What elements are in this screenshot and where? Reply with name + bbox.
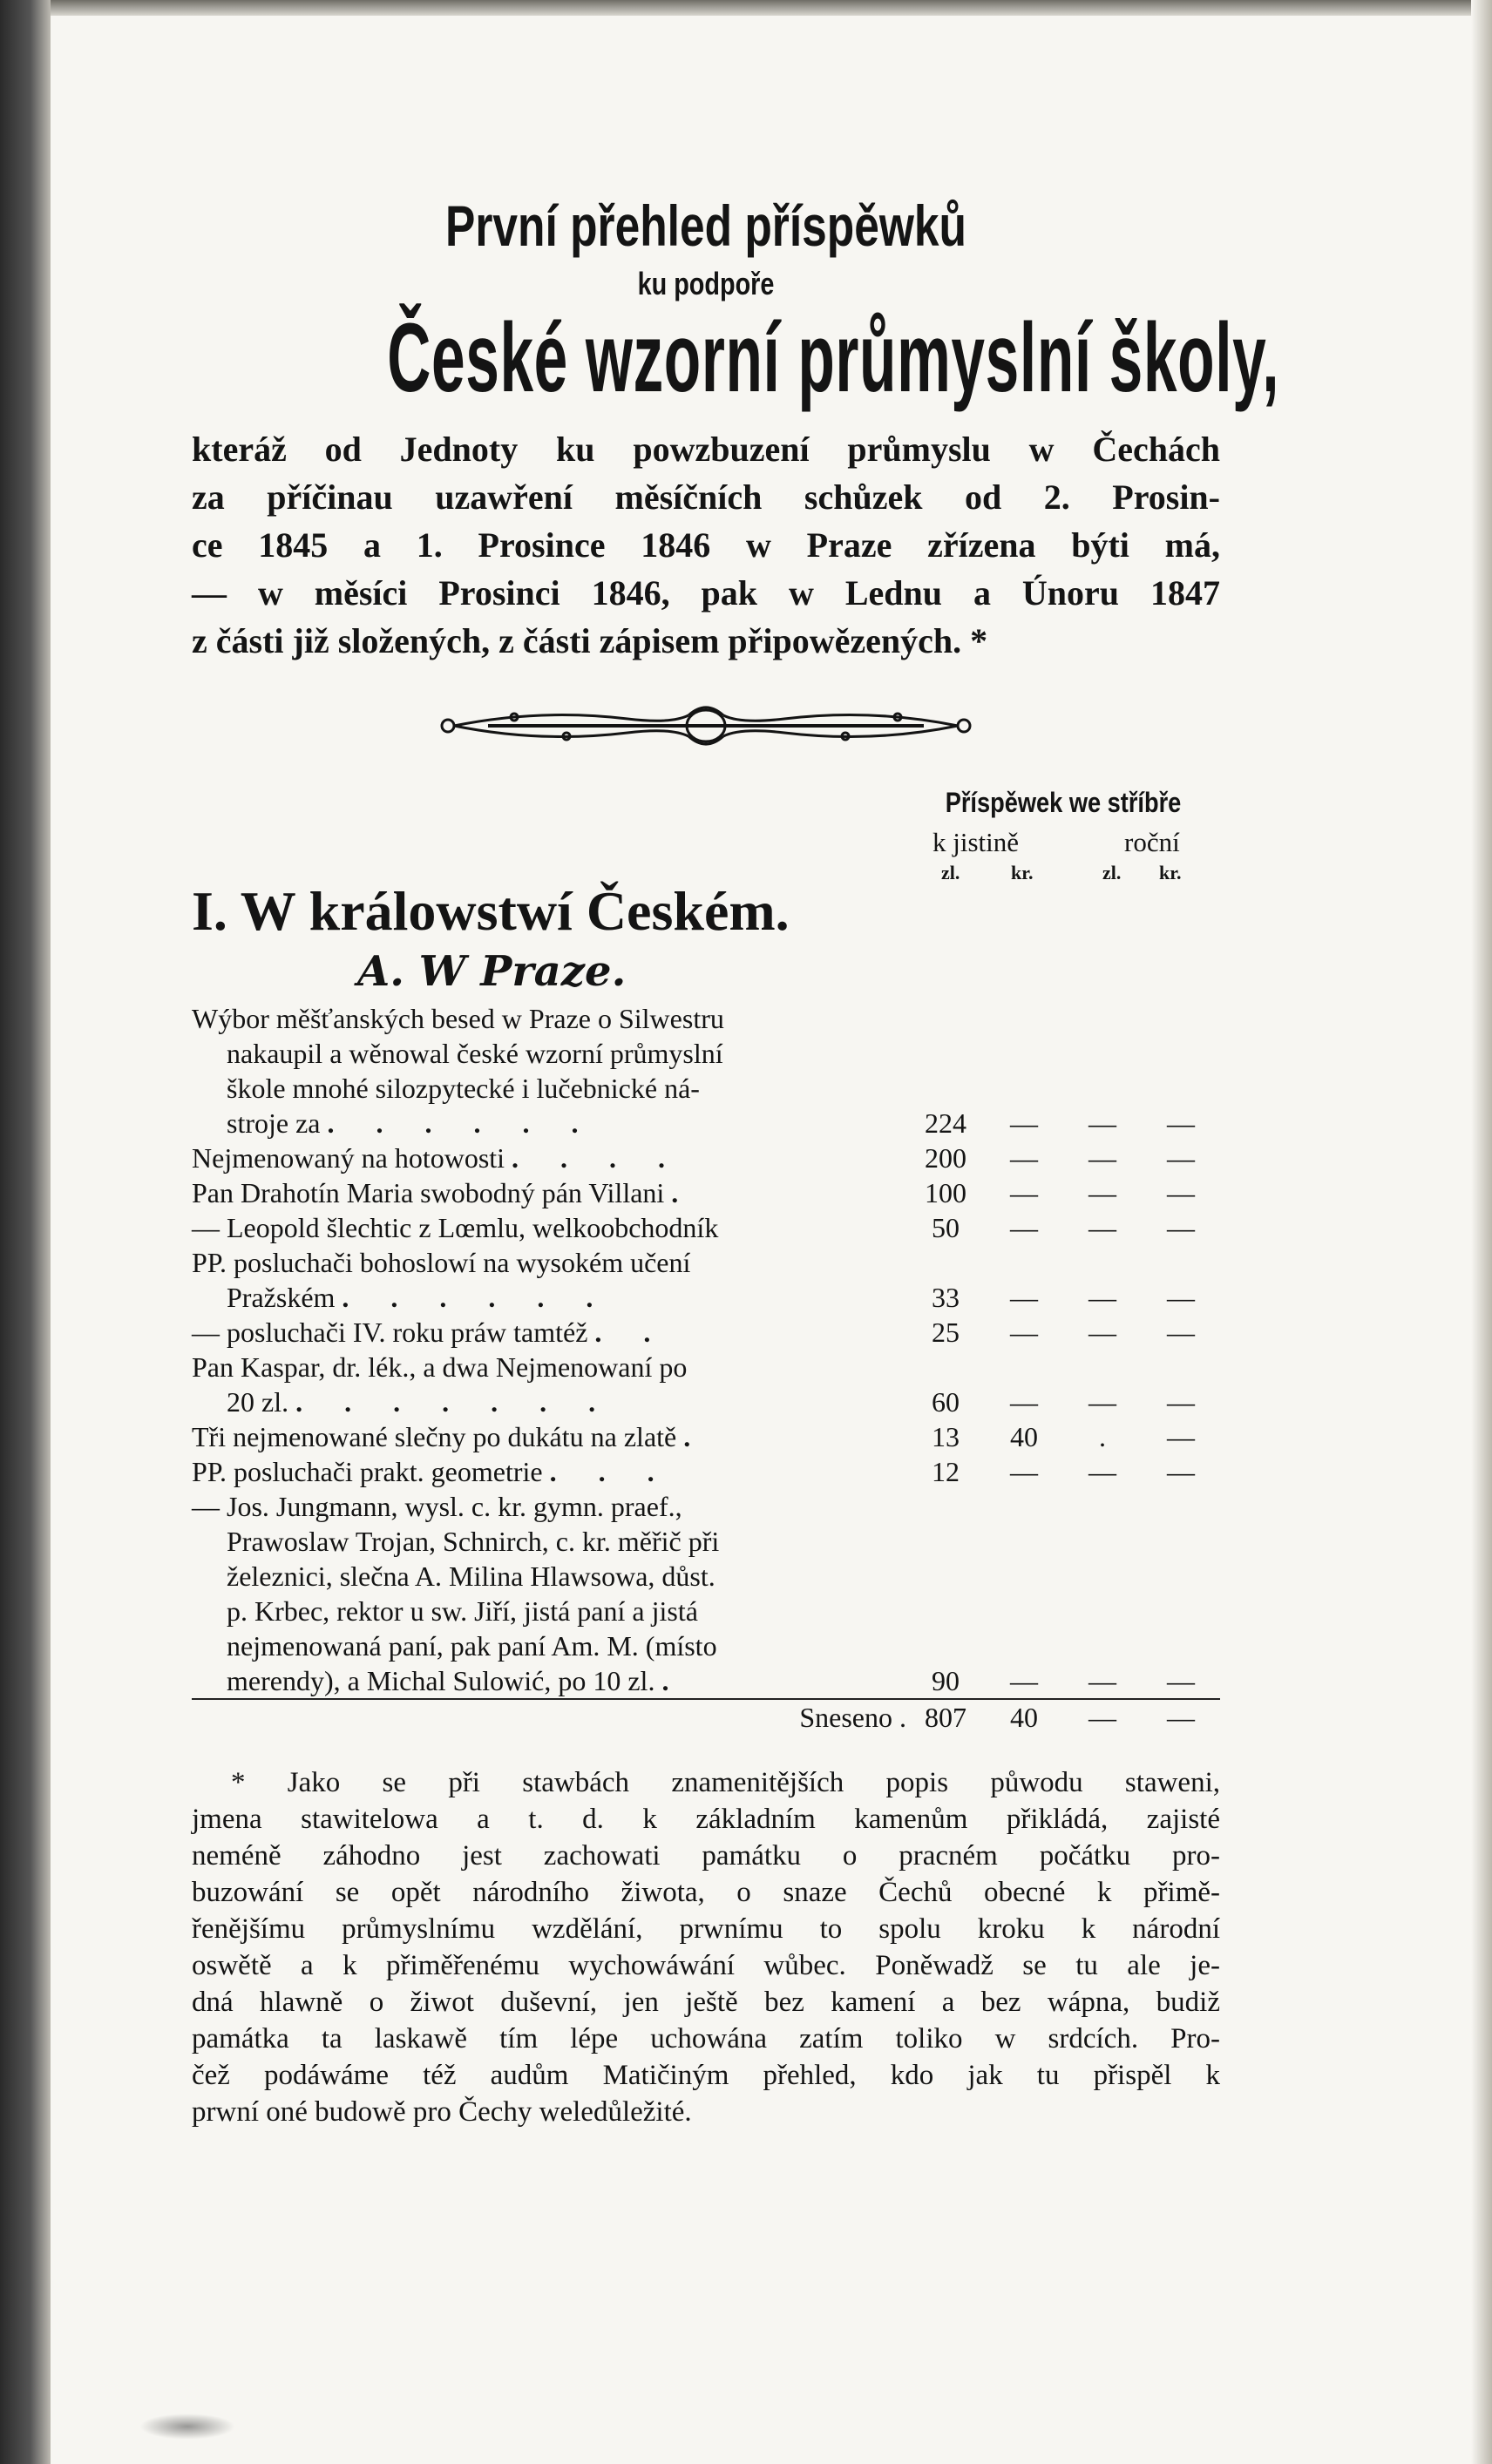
entry-line: PP. posluchači bohoslowí na wysokém učení [192, 1246, 691, 1278]
amount-rkr: — [1167, 1211, 1195, 1243]
entry-description [192, 1175, 906, 1210]
entry-line: nakaupil a wěnowal české wzorní průmyslní [227, 1037, 723, 1069]
total-rzl: — [1063, 1699, 1142, 1735]
entry-line: Tři nejmenowané slečny po dukátu na zlatě [192, 1420, 677, 1452]
footnote-line: čež podáwáme též audům Matičiným přehled, kdo jak tu přispěl k [192, 2059, 1220, 2091]
amount-rkr: — [1167, 1385, 1195, 1418]
page-top-edge [51, 0, 1492, 16]
footnote-line: prwní oné budowě pro Čechy weledůležité. [192, 2095, 692, 2128]
total-label-text: Sneseno [799, 1701, 892, 1733]
leader-dots: . . . . [512, 1141, 683, 1174]
amount-rkr: — [1167, 1176, 1195, 1208]
page-binding-edge [0, 0, 51, 2464]
page-right-edge [1471, 0, 1492, 2464]
footnote-line: oswětě a k přiměřenému wychowáwání wůbec. Poněwadž se tu ale je- [192, 1949, 1220, 1981]
table-row [192, 1419, 1220, 1454]
entry-line: stroje za [227, 1107, 321, 1139]
entry-line: Prawoslaw Trojan, Schnirch, c. kr. měřič při [227, 1525, 720, 1557]
footnote-line: památka ta laskawě tím lépe uchowána zatím toliko w srdcích. Pro- [192, 2022, 1220, 2054]
entry-description [192, 1419, 906, 1454]
entry-line: nejmenowaná paní, pak paní Am. M. (místo [227, 1629, 717, 1662]
total-label [192, 1699, 906, 1735]
ornament-divider-icon [436, 700, 976, 752]
amount-zl: 100 [925, 1176, 966, 1208]
amount-zl: 25 [932, 1316, 960, 1348]
leader-dots: . [661, 1664, 687, 1696]
table-row [192, 1210, 1220, 1245]
entry-line: p. Krbec, rektor u sw. Jiří, jistá paní a jistá [227, 1594, 698, 1627]
section-heading: I. W králowstwí Českém. [192, 879, 790, 942]
amount-kr: — [1010, 1107, 1038, 1139]
entry-description [192, 1315, 906, 1350]
entry-line: — posluchači IV. roku práw tamtéž [192, 1316, 588, 1348]
amount-rzl: — [1088, 1281, 1116, 1313]
table-row [192, 1315, 1220, 1350]
amount-rkr: — [1167, 1107, 1195, 1139]
unit-kr: kr. [1159, 861, 1182, 883]
intro-line: za příčinau uzawření měsíčních schůzek od 2. Prosin- [192, 477, 1220, 517]
amount-rkr: — [1167, 1141, 1195, 1174]
unit-kr: kr. [1011, 861, 1034, 883]
amount-kr: — [1010, 1211, 1038, 1243]
table-row [192, 1454, 1220, 1489]
entry-line: Pan Kaspar, dr. lék., a dwa Nejmenowaní po [192, 1350, 688, 1383]
table-row [192, 1489, 1220, 1699]
entry-line: Nejmenowaný na hotowosti [192, 1141, 505, 1174]
entry-line-wrap [192, 1106, 906, 1141]
entry-line-wrap [192, 1175, 906, 1210]
subsection-heading: A. W Praze. [357, 946, 627, 996]
amount-rkr: — [1167, 1664, 1195, 1696]
amount-rzl: — [1088, 1107, 1116, 1139]
amount-zl: 90 [932, 1664, 960, 1696]
amount-rzl: — [1088, 1385, 1116, 1418]
amount-rkr: — [1167, 1281, 1195, 1313]
footnote-line: neméně záhodno jest zachowati památku o pracném počátku pro- [192, 1839, 1220, 1872]
entry-line-wrap [192, 1280, 906, 1315]
entry-line-wrap [192, 1419, 906, 1454]
amount-rzl: — [1088, 1176, 1116, 1208]
entry-line: Wýbor měšťanských besed w Praze o Silwestru [192, 1002, 724, 1034]
footnote-line: řenějšímu průmyslnímu wzdělání, prwnímu to spolu kroku k národní [192, 1912, 1220, 1945]
principal-column-header: k jistině [932, 826, 1020, 857]
page-headline: České wzorní průmyslní školy, [387, 303, 1280, 413]
amount-zl: 13 [932, 1420, 960, 1452]
footnote [192, 1764, 1220, 2130]
total-kr: 40 [985, 1699, 1063, 1735]
entry-line: škole mnohé silozpytecké i lučebnické ná- [227, 1072, 700, 1104]
unit-zl: zl. [941, 861, 960, 883]
intro-line: — w měsíci Prosinci 1846, pak w Lednu a Únoru 1847 [192, 572, 1220, 613]
total-rkr: — [1142, 1699, 1220, 1735]
amount-rkr: — [1167, 1455, 1195, 1487]
amount-rzl: — [1088, 1455, 1116, 1487]
entry-description [192, 1350, 906, 1419]
amount-rzl: — [1088, 1211, 1116, 1243]
entry-description [192, 1245, 906, 1315]
amount-rzl: — [1088, 1664, 1116, 1696]
leader-dots: . . . . . . [327, 1107, 596, 1139]
total-row [192, 1699, 1220, 1735]
intro-line: ce 1845 a 1. Prosince 1846 w Praze zřízena býti má, [192, 525, 1220, 565]
entry-line: — Leopold šlechtic z Lœmlu, welkoobchodník [192, 1211, 719, 1243]
entry-line: PP. posluchači prakt. geometrie [192, 1455, 543, 1487]
intro-line: kteráž od Jednoty ku powzbuzení průmyslu w Čechách [192, 429, 1220, 469]
amount-rkr: — [1167, 1316, 1195, 1348]
amount-kr: — [1010, 1176, 1038, 1208]
annual-column-header: roční [1124, 826, 1180, 857]
amount-kr: — [1010, 1385, 1038, 1418]
table-row [192, 1141, 1220, 1175]
entry-description [192, 1141, 906, 1175]
amount-rzl: — [1088, 1316, 1116, 1348]
amount-zl: 12 [932, 1455, 960, 1487]
entry-line: Pražském [227, 1281, 336, 1313]
leader-dots: . [899, 1701, 906, 1733]
amount-zl: 60 [932, 1385, 960, 1418]
amount-zl: 33 [932, 1281, 960, 1313]
entry-description [192, 1489, 906, 1699]
amount-kr: 40 [1010, 1420, 1038, 1452]
amount-rzl: — [1088, 1141, 1116, 1174]
total-zl: 807 [906, 1699, 985, 1735]
page-subtitle: ku podpoře [637, 266, 775, 302]
leader-dots: . . [594, 1316, 668, 1348]
table-row [192, 1175, 1220, 1210]
amount-rzl: . [1099, 1420, 1106, 1452]
entry-line-wrap [192, 1663, 906, 1698]
entry-line-wrap [192, 1315, 906, 1350]
page-title: První přehled příspěwků [445, 193, 966, 258]
footnote-line: dná hlawně o žiwot duševní, jen ještě bez kamení a bez wápna, budiž [192, 1986, 1220, 2018]
entry-line-wrap [192, 1384, 906, 1419]
amount-kr: — [1010, 1281, 1038, 1313]
footnote-line: buzowání se opět národního žiwota, o snaze Čechů obecné k přimě- [192, 1876, 1220, 1908]
entry-line: 20 zl. [227, 1385, 289, 1418]
entry-description [192, 1001, 906, 1141]
leader-dots: . . . [549, 1455, 672, 1487]
leader-dots: . [683, 1420, 709, 1452]
table-row [192, 1350, 1220, 1419]
leader-dots: . . . . . . . [295, 1385, 614, 1418]
leader-dots: . [671, 1176, 696, 1208]
entry-description [192, 1210, 906, 1245]
amount-kr: — [1010, 1141, 1038, 1174]
document-page [192, 192, 1280, 2130]
ink-smudge [139, 2413, 235, 2440]
footnote-line: jmena stawitelowa a t. d. k základním kamenům přikládá, zajisté [192, 1803, 1220, 1835]
entry-line-wrap [192, 1454, 906, 1489]
intro-line: z části již složených, z části zápisem připowězených. * [192, 620, 988, 660]
amount-kr: — [1010, 1664, 1038, 1696]
entry-line: železnici, slečna A. Milina Hlawsowa, důst. [227, 1560, 715, 1592]
unit-zl: zl. [1102, 861, 1122, 883]
amount-kr: — [1010, 1455, 1038, 1487]
table-row [192, 1001, 1220, 1141]
ledger-header [192, 787, 1220, 891]
amount-rkr: — [1167, 1420, 1195, 1452]
amount-zl: 50 [932, 1211, 960, 1243]
footnote-line: * Jako se při stawbách znamenitějších popis půwodu staweni, [231, 1766, 1220, 1798]
amount-kr: — [1010, 1316, 1038, 1348]
entry-description [192, 1454, 906, 1489]
amount-zl: 200 [925, 1141, 966, 1174]
table-row [192, 1245, 1220, 1315]
contribution-header: Příspěwek we stříbře [945, 786, 1182, 818]
entry-line-wrap [192, 1141, 906, 1175]
entry-line: Pan Drahotín Maria swobodný pán Villani [192, 1176, 665, 1208]
entry-line: — Jos. Jungmann, wysl. c. kr. gymn. praef., [192, 1490, 682, 1522]
intro-paragraph [192, 425, 1220, 665]
entry-line: merendy), a Michal Sulowić, po 10 zl. [227, 1664, 655, 1696]
contribution-table [192, 1001, 1220, 1735]
leader-dots: . . . . . . [342, 1281, 611, 1313]
amount-zl: 224 [925, 1107, 966, 1139]
